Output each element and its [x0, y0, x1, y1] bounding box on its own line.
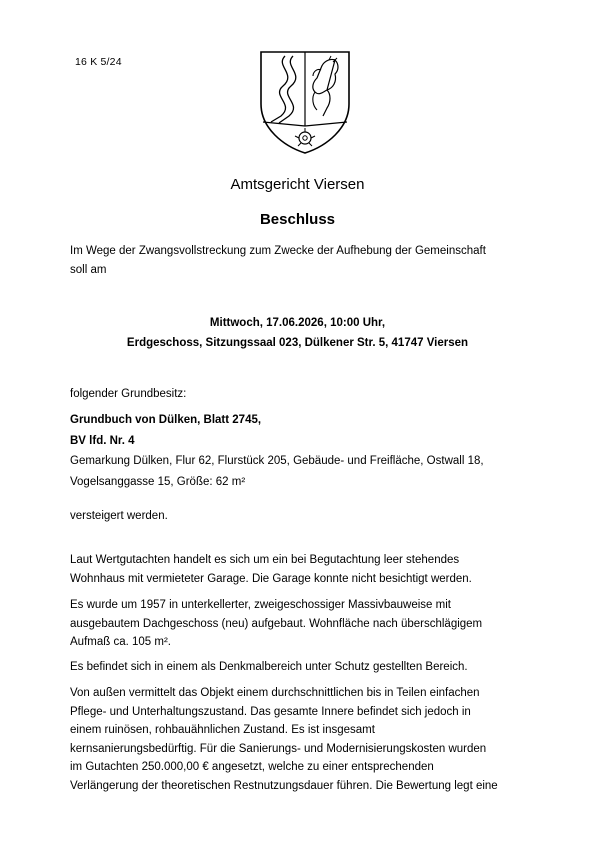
appraisal-paragraph-3	[70, 658, 468, 677]
nrw-coat-of-arms-icon	[257, 48, 353, 156]
paragraph-line: Verlängerung der theoretischen Restnutzungsdauer führen. Die Bewertung legt eine	[70, 779, 498, 792]
case-number: 16 K 5/24	[75, 56, 122, 68]
paragraph-line: Aufmaß ca. 105 m².	[70, 636, 171, 648]
property-block	[70, 410, 484, 492]
paragraph-line: im Gutachten 250.000,00 € angesetzt, welche zu einer entsprechenden	[70, 761, 434, 773]
appraisal-paragraph-2	[70, 596, 482, 652]
property-inventory: BV lfd. Nr. 4	[70, 434, 135, 447]
appointment-location: Erdgeschoss, Sitzungssaal 023, Dülkener Str. 5, 41747 Viersen	[126, 337, 469, 349]
paragraph-line: Es wurde um 1957 in unterkellerter, zweigeschossiger Massivbauweise mit	[70, 599, 451, 611]
intro-line-1: Im Wege der Zwangsvollstreckung zum Zwecke der Aufhebung der Gemeinschaft	[70, 245, 486, 257]
appointment-date: Mittwoch, 17.06.2026, 10:00 Uhr,	[209, 317, 386, 329]
appraisal-paragraph-1	[70, 551, 472, 588]
paragraph-line: Es befindet sich in einem als Denkmalbereich unter Schutz gestellten Bereich.	[70, 661, 468, 673]
paragraph-line: Laut Wertgutachten handelt es sich um ein bei Begutachtung leer stehendes	[70, 554, 460, 566]
appraisal-paragraph-4	[70, 684, 498, 795]
property-register: Grundbuch von Dülken, Blatt 2745,	[70, 414, 262, 426]
auction-statement: versteigert werden.	[70, 510, 168, 522]
paragraph-line: Von außen vermittelt das Objekt einem durchschnittlichen bis in Teilen einfachen	[70, 687, 480, 699]
paragraph-line: einem ruinösen, rohbauähnlichen Zustand. Es ist insgesamt	[70, 724, 375, 736]
intro-text	[70, 242, 486, 279]
court-name: Amtsgericht Viersen	[230, 176, 365, 193]
paragraph-line: Wohnhaus mit vermieteter Garage. Die Garage konnte nicht besichtigt werden.	[70, 572, 472, 585]
property-description-line-1: Gemarkung Dülken, Flur 62, Flurstück 205, Gebäude- und Freifläche, Ostwall 18,	[70, 455, 484, 467]
property-intro: folgender Grundbesitz:	[70, 388, 187, 400]
paragraph-line: Pflege- und Unterhaltungszustand. Das gesamte Innere befindet sich jedoch in	[70, 705, 471, 718]
paragraph-line: ausgebautem Dachgeschoss (neu) aufgebaut. Wohnfläche nach überschlägigem	[70, 617, 483, 630]
property-description-line-2: Vogelsanggasse 15, Größe: 62 m²	[70, 475, 246, 488]
intro-line-2: soll am	[70, 263, 107, 276]
paragraph-line: kernsanierungsbedürftig. Für die Sanierungs- und Modernisierungskosten wurden	[70, 742, 487, 755]
document-title: Beschluss	[259, 211, 336, 228]
